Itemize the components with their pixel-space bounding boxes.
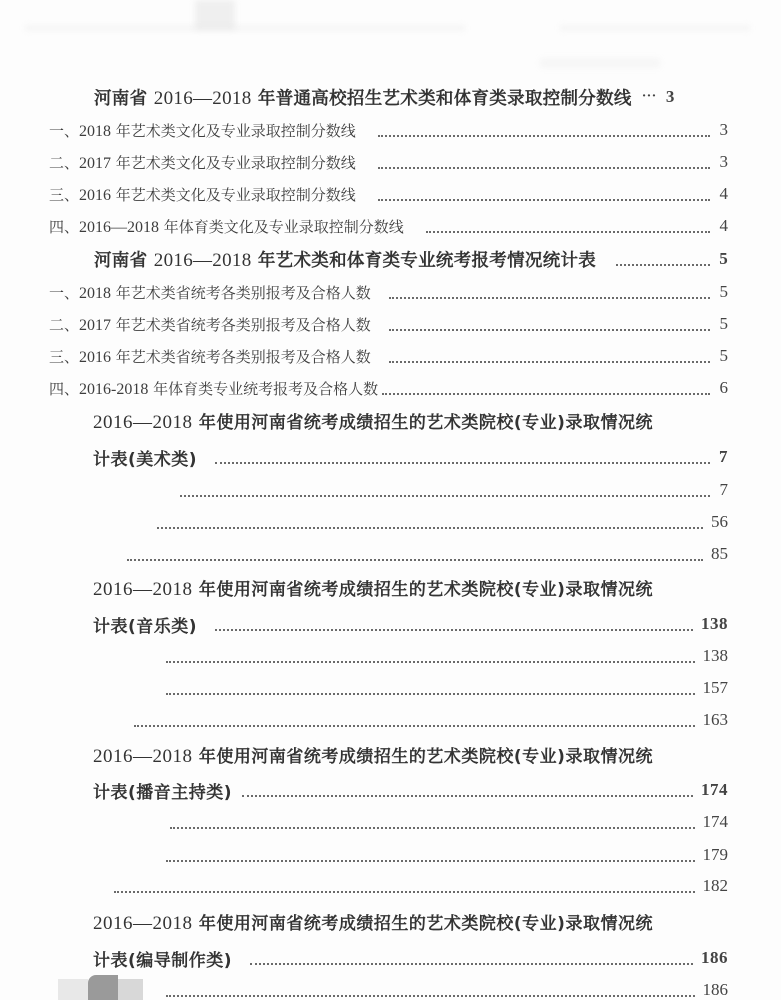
- toc-item[interactable]: 三、2016 年艺术类省统考各类别报考及合格人数 5: [49, 346, 728, 366]
- toc-table-heading-line1[interactable]: 2016—2018 年使用河南省统考成绩招生的艺术类院校(专业)录取情况统: [93, 579, 653, 600]
- toc-page-number: 7: [719, 480, 728, 499]
- toc-page-number: 138: [702, 646, 728, 665]
- toc-sub-entry[interactable]: [127, 539, 728, 569]
- dot-leader: [242, 793, 693, 797]
- toc-page-number: 3: [665, 87, 675, 106]
- toc-page-number: 7: [719, 447, 728, 466]
- dot-leader: [157, 525, 703, 529]
- toc-table-heading-line2[interactable]: 计表(播音主持类) 174: [93, 780, 728, 803]
- dot-leader: [215, 627, 693, 631]
- toc-table-heading-line1[interactable]: 2016—2018 年使用河南省统考成绩招生的艺术类院校(专业)录取情况统: [93, 913, 653, 934]
- toc-item[interactable]: 四、2016—2018 年体育类文化及专业录取控制分数线 4: [49, 216, 728, 236]
- dot-leader: [134, 723, 695, 727]
- toc-sub-entry[interactable]: [166, 975, 728, 1005]
- toc-page-number: 5: [719, 282, 728, 301]
- toc-item[interactable]: 二、2017 年艺术类省统考各类别报考及合格人数 5: [49, 314, 728, 334]
- bleed-through-mark: [25, 25, 465, 31]
- dot-leader: [180, 493, 710, 497]
- toc-sub-entry[interactable]: [180, 475, 728, 505]
- toc-page-number: 4: [719, 184, 728, 203]
- toc-table-heading-line2[interactable]: 计表(音乐类) 138: [93, 614, 728, 637]
- dot-leader: [166, 993, 695, 997]
- dot-leader: [127, 557, 703, 561]
- toc-leader-ellipsis: ···: [641, 89, 657, 104]
- toc-page-number: 6: [719, 378, 728, 397]
- toc-page-number: 5: [719, 249, 728, 268]
- dot-leader: [389, 327, 710, 331]
- toc-page-number: 186: [702, 980, 728, 999]
- dot-leader: [166, 691, 695, 695]
- dot-leader: [166, 659, 695, 663]
- toc-sub-entry[interactable]: [166, 641, 728, 671]
- toc-item[interactable]: 四、2016-2018 年体育类专业统考报考及合格人数 6: [49, 378, 728, 398]
- toc-page-number: 3: [719, 120, 728, 139]
- dot-leader: [378, 133, 710, 137]
- toc-table-heading-line2[interactable]: 计表(编导制作类) 186: [93, 948, 728, 971]
- toc-page-number: 5: [719, 346, 728, 365]
- toc-page-number: 174: [701, 780, 728, 799]
- toc-page-number: 186: [701, 948, 728, 967]
- toc-item[interactable]: 二、2017 年艺术类文化及专业录取控制分数线 3: [49, 152, 728, 172]
- dot-leader: [166, 858, 695, 862]
- toc-page-number: 3: [719, 152, 728, 171]
- toc-sub-entry[interactable]: [170, 807, 728, 837]
- toc-sub-entry[interactable]: [166, 840, 728, 870]
- redacted-thumbnail: [58, 975, 146, 1000]
- dot-leader: [389, 295, 710, 299]
- dot-leader: [378, 165, 710, 169]
- toc-page-number: 179: [702, 845, 728, 864]
- toc-sub-entry[interactable]: [166, 673, 728, 703]
- toc-page-number: 174: [702, 812, 728, 831]
- dot-leader: [426, 229, 710, 233]
- toc-table-heading-line1[interactable]: 2016—2018 年使用河南省统考成绩招生的艺术类院校(专业)录取情况统: [93, 412, 653, 433]
- toc-page-number: 182: [702, 876, 728, 895]
- dot-leader: [616, 262, 710, 266]
- toc-page-number: 5: [719, 314, 728, 333]
- toc-page-number: 138: [701, 614, 728, 633]
- toc-sub-entry[interactable]: [157, 507, 728, 537]
- toc-page-number: 163: [702, 710, 728, 729]
- dot-leader: [114, 889, 695, 893]
- toc-item[interactable]: 一、2018 年艺术类文化及专业录取控制分数线 3: [49, 120, 728, 140]
- dot-leader: [170, 825, 695, 829]
- toc-sub-entry[interactable]: [134, 705, 728, 735]
- bleed-through-mark: [560, 25, 750, 31]
- toc-heading-exam-statistics[interactable]: [94, 244, 728, 274]
- dot-leader: [250, 961, 693, 965]
- toc-heading-control-scores[interactable]: [94, 82, 728, 112]
- toc-table-heading-line2[interactable]: 计表(美术类) 7: [93, 447, 728, 470]
- toc-page-number: 56: [711, 512, 728, 531]
- toc-item[interactable]: 三、2016 年艺术类文化及专业录取控制分数线 4: [49, 184, 728, 204]
- dot-leader: [378, 197, 710, 201]
- toc-page-number: 4: [719, 216, 728, 235]
- dot-leader: [215, 460, 710, 464]
- toc-page-number: 85: [711, 544, 728, 563]
- toc-heading-title: 河南省 2016—2018 年艺术类和体育类专业统考报考情况统计表: [94, 249, 597, 271]
- toc-item[interactable]: 一、2018 年艺术类省统考各类别报考及合格人数 5: [49, 282, 728, 302]
- bleed-through-mark: [540, 58, 660, 68]
- dot-leader: [389, 359, 710, 363]
- toc-sub-entry[interactable]: [114, 871, 728, 901]
- toc-page-number: 157: [702, 678, 728, 697]
- toc-table-heading-line1[interactable]: 2016—2018 年使用河南省统考成绩招生的艺术类院校(专业)录取情况统: [93, 746, 653, 767]
- dot-leader: [382, 391, 710, 395]
- toc-heading-title: 河南省 2016—2018 年普通高校招生艺术类和体育类录取控制分数线: [94, 87, 632, 109]
